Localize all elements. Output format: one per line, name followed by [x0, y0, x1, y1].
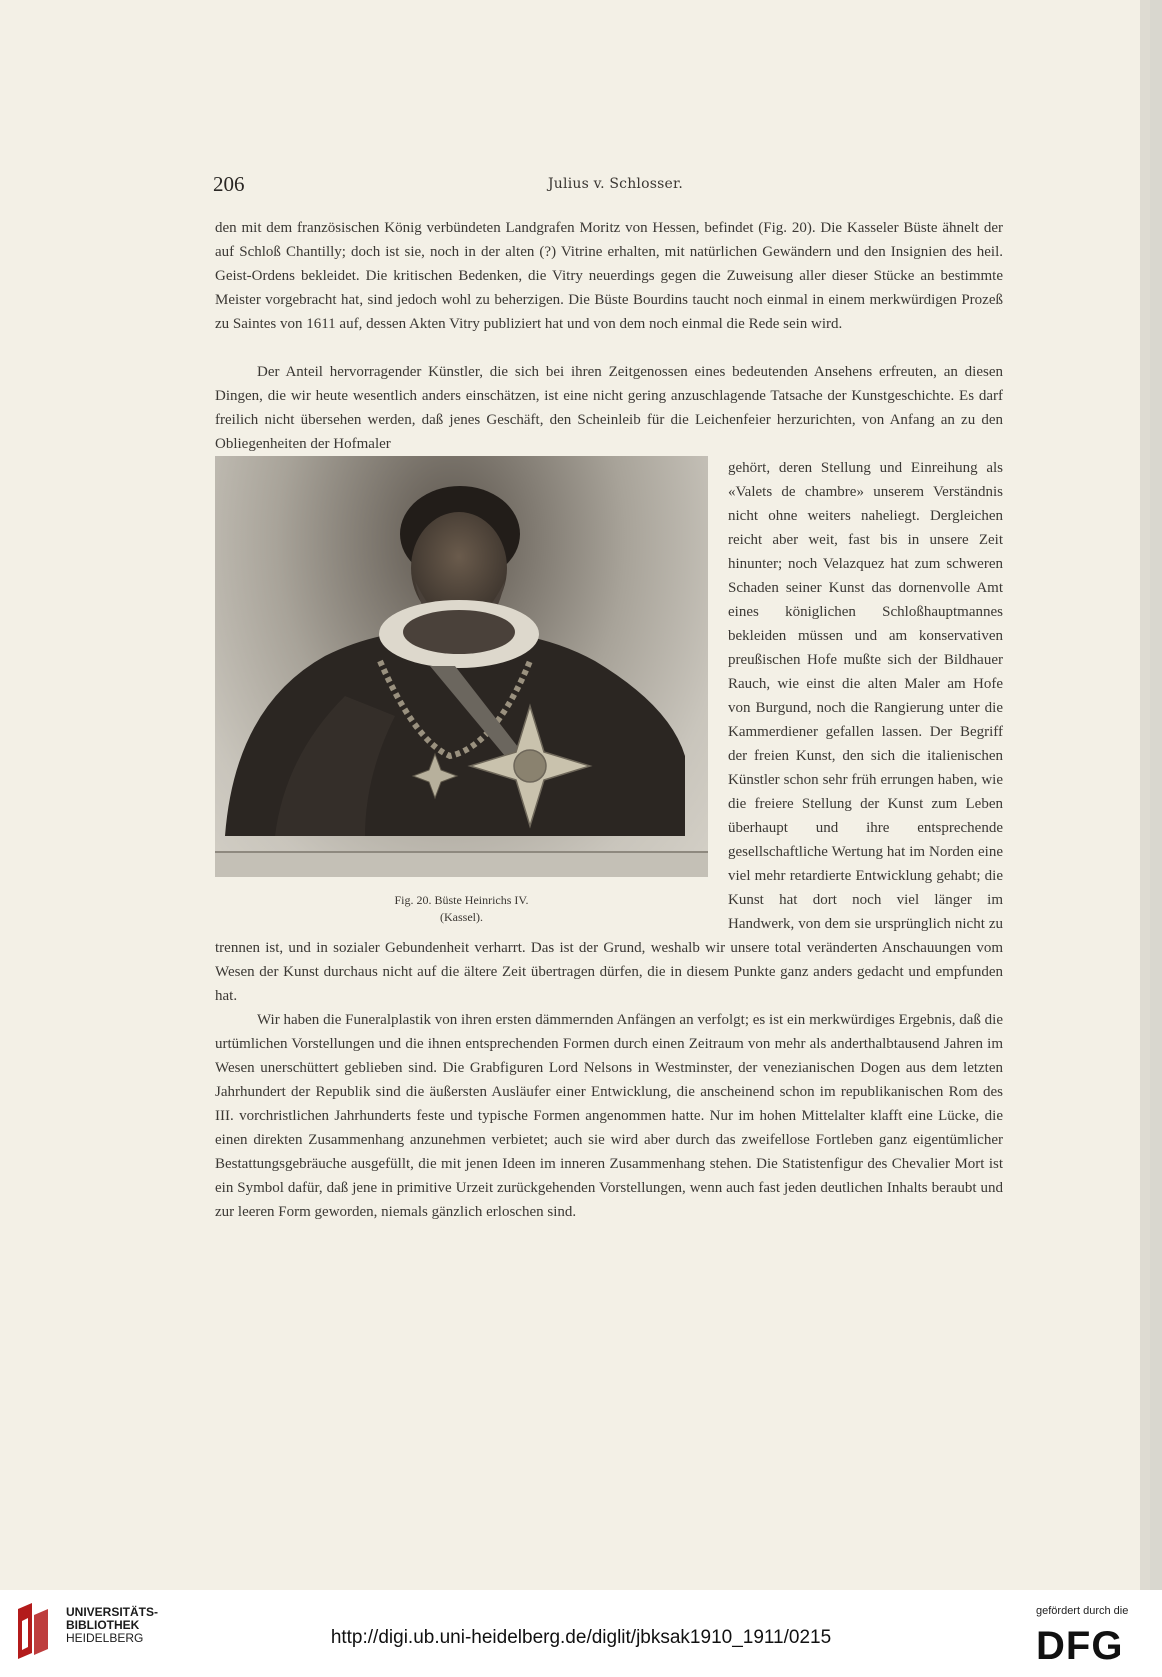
library-line-3: HEIDELBERG: [66, 1631, 144, 1645]
paragraph-3: Wir haben die Funeralplastik von ihren ersten dämmernden Anfängen an verfolgt; es ist ein merkwürdiges Ergebnis, daß die urtümlichen Vorstellungen und die ihnen entsprechenden Formen durch einen Zeitraum von mehr als anderthalbtausend Jahren im Wesen unerschüttert geblieben sind. Die Grabfiguren Lord Nelsons in Westminster, der venezianischen Dogen aus dem letzten Jahrhundert der Republik sind die äußersten Ausläufer einer Entwicklung, die anscheinend schon im republikanischen Rom des III. vorchristlichen Jahrhunderts feste und typische Formen angenommen hatte. Nur im hohen Mittelalter klafft eine Lücke, die einen direkten Zusammenhang anzunehmen verbietet; auch sie wird aber durch das zweifellose Fortleben ganz eigentümlicher Bestattungsgebräuche ausgefüllt, die mit jenen Ideen im inneren Zusammenhang stehen. Die Statistenfigur des Chevalier Mort ist ein Symbol dafür, daß jene in primitive Urzeit zurückgehenden Vorstellungen, wenn auch fast jeden deutlichen Inhalts beraubt und zur leeren Form geworden, niemals gänzlich erloschen sind.: [215, 1012, 1003, 1220]
figure-20: [215, 456, 708, 925]
figure-caption-location: (Kassel).: [440, 910, 483, 924]
digitization-footer: [0, 1590, 1162, 1677]
permalink-url[interactable]: http://digi.ub.uni-heidelberg.de/diglit/jbksak1910_1911/0215: [330, 1627, 832, 1648]
funding-label: gefördert durch die: [1036, 1605, 1129, 1617]
paragraph-2-flow: [215, 456, 1003, 1008]
pedestal-shelf: [215, 851, 708, 877]
paragraph-2-start: Der Anteil hervorragender Künstler, die sich bei ihren Zeitgenossen eines bedeutenden Ansehens erfreuten, an diesen Dingen, die wir heute wesentlich anders einschätzen, ist eine nicht gering anzuschlagende Tatsache der Kunstgeschichte. Es darf freilich nicht übersehen werden, daß jenes Geschäft, den Scheinleib für die Leichenfeier herzurichten, von Anfang an zu den Obliegenheiten der Hofmaler: [215, 364, 1003, 452]
page-number: 206: [213, 172, 245, 196]
library-line-2: BIBLIOTHEK: [66, 1618, 140, 1632]
library-line-1: UNIVERSITÄTS-: [66, 1605, 159, 1619]
dfg-logo-icon[interactable]: DFG: [1036, 1624, 1124, 1668]
paragraph-1: den mit dem französischen König verbündeten Landgrafen Moritz von Hessen, befindet (Fig. 20). Die Kasseler Büste ähnelt der auf Schloß Chantilly; doch ist sie, noch in der alten (?) Vitrine erhalten, mit natürlichen Gewändern und den Insignien des heil. Geist-Ordens bekleidet. Die kritischen Bedenken, die Vitry neuerdings gegen die Zuweisung aller dieser Stücke an bestimmte Meister vorgebracht hat, sind jedoch wohl zu beherzigen. Die Büste Bourdins taucht noch einmal in einem merkwürdigen Prozeß zu Saintes von 1611 auf, dessen Akten Vitry publiziert hat und von dem noch einmal die Rede sein wird.: [215, 220, 1003, 332]
paragraph-2-rest: gehört, deren Stellung und Einreihung als «Valets de chambre» unserem Verständnis nicht ohne weiters naheliegt. Dergleichen reicht aber weit, fast bis in unsere Zeit hinunter; noch Velazquez hat zum schweren Schaden seiner Kunst das dornenvolle Amt eines königlichen Schloßhauptmannes bekleiden müssen und am konservativen preußischen Hofe mußte sich der Bildhauer Rauch, wie einst die alten Maler am Hofe von Burgund, noch die Rangierung unter die Kammerdiener gefallen lassen. Der Begriff der freien Kunst, den sich die italienischen Künstler schon sehr früh errungen haben, wie die freiere Stellung der Kunst zum Leben überhaupt und ihre entsprechende gesellschaftliche Wertung hat im Norden eine viel mehr retardierte Entwicklung gehabt; die Kunst hat dort noch viel länger im Handwerk, von dem sie ursprünglich nicht zu trennen ist, und in sozialer Gebundenheit verharrt. Das ist der Grund, weshalb wir unsere total veränderten Anschauungen vom Wesen der Kunst durchaus nicht auf die ältere Zeit übertragen dürfen, die in diesem Punkte ganz anders gedacht und empfunden hat.: [215, 460, 1003, 1004]
figure-caption: Fig. 20. Büste Heinrichs IV.: [394, 893, 529, 907]
running-head-author: Julius v. Schlosser.: [548, 176, 683, 192]
bust-photo: [215, 456, 708, 877]
bust-photograph-icon: [215, 456, 708, 877]
paragraph-2-block: [215, 360, 1003, 1224]
